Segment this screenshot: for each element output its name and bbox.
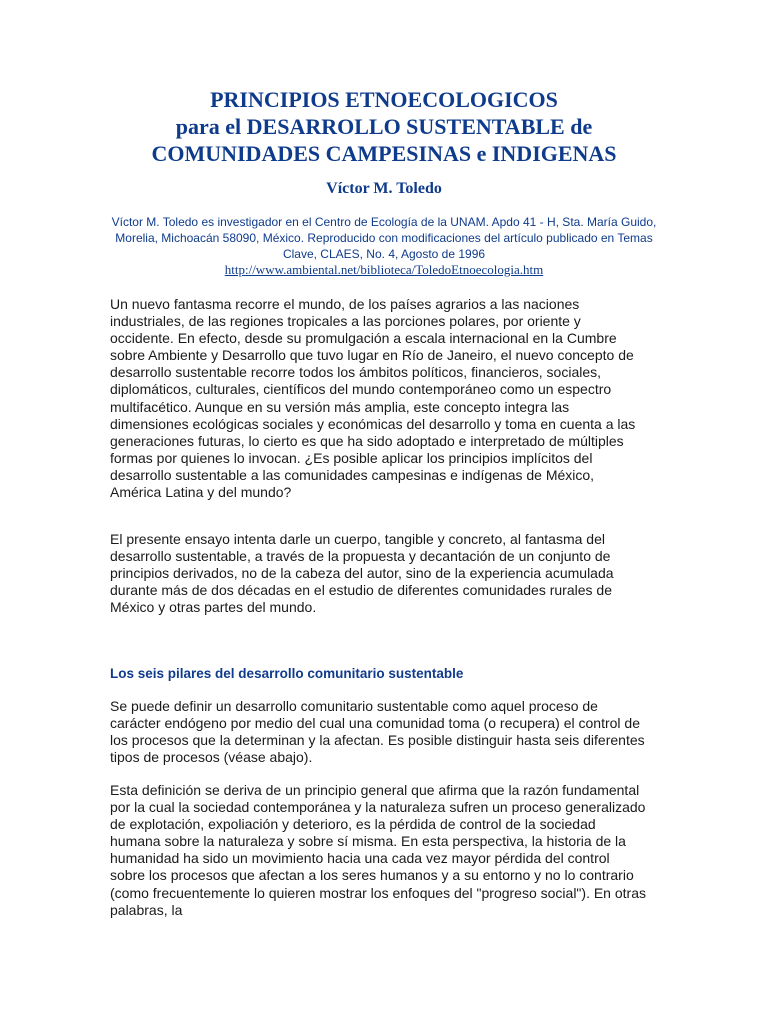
author-affiliation <box>108 214 660 278</box>
section-heading: Los seis pilares del desarrollo comunitario sustentable <box>110 666 464 681</box>
affiliation-text: Víctor M. Toledo es investigador en el Centro de Ecología de la UNAM. Apdo 41 - H, Sta. María Guido, Morelia, Michoacán 58090, México. Reproducido con modificaciones del artículo publicado en Temas Clave, CLAES, No. 4, Agosto de 1996 <box>111 215 657 261</box>
paragraph: Esta definición se deriva de un principio general que afirma que la razón fundamental por la cual la sociedad contemporánea y la naturaleza sufren un proceso generalizado de explotación, expoliación y deterioro, es la pérdida de control de la sociedad humana sobre la naturaleza y sobre sí misma. En esta perspectiva, la historia de la humanidad ha sido un movimiento hacia una cada vez mayor pérdida del control sobre los procesos que afectan a los seres humanos y a su entorno y no lo contrario (como frecuentemente lo quieren mostrar los enfoques del "progreso social"). En otras palabras, la <box>110 782 646 918</box>
title-line: PRINCIPIOS ETNOECOLOGICOS <box>210 87 558 112</box>
author-name: Víctor M. Toledo <box>326 180 442 197</box>
title-line: COMUNIDADES CAMPESINAS e INDIGENAS <box>151 141 617 166</box>
paragraph: Un nuevo fantasma recorre el mundo, de los países agrarios a las naciones industriales, de las regiones tropicales a las porciones polares, por oriente y occidente. En efecto, desde su promulgación a escala internacional en la Cumbre sobre Ambiente y Desarrollo que tuvo lugar en Río de Janeiro, el nuevo concepto de desarrollo sustentable recorre todos los ámbitos políticos, financieros, sociales, diplomáticos, culturales, científicos del mundo contemporáneo como un espectro multifacético. Aunque en su versión más amplia, este concepto integra las dimensiones ecológicas sociales y económicas del desarrollo y toma en cuenta a las generaciones futuras, lo cierto es que ha sido adoptado e interpretado de múltiples formas por quienes lo invocan. ¿Es posible aplicar los principios implícitos del desarrollo sustentable a las comunidades campesinas e indígenas de México, América Latina y del mundo? <box>110 296 636 501</box>
paragraph: El presente ensayo intenta darle un cuerpo, tangible y concreto, al fantasma del desarrollo sustentable, a través de la propuesta y decantación de un conjunto de principios derivados, no de la cabeza del autor, sino de la experiencia acumulada durante más de dos décadas en el estudio de diferentes comunidades rurales de México y otras partes del mundo. <box>110 531 614 616</box>
document-title <box>60 86 708 167</box>
title-line: para el DESARROLLO SUSTENTABLE de <box>175 114 593 139</box>
source-link[interactable]: http://www.ambiental.net/biblioteca/ToledoEtnoecologia.htm <box>224 262 544 277</box>
paragraph: Se puede definir un desarrollo comunitario sustentable como aquel proceso de carácter endógeno por medio del cual una comunidad toma (o recupera) el control de los procesos que la determinan y la afectan. Es posible distinguir hasta seis diferentes tipos de procesos (véase abajo). <box>110 698 645 766</box>
